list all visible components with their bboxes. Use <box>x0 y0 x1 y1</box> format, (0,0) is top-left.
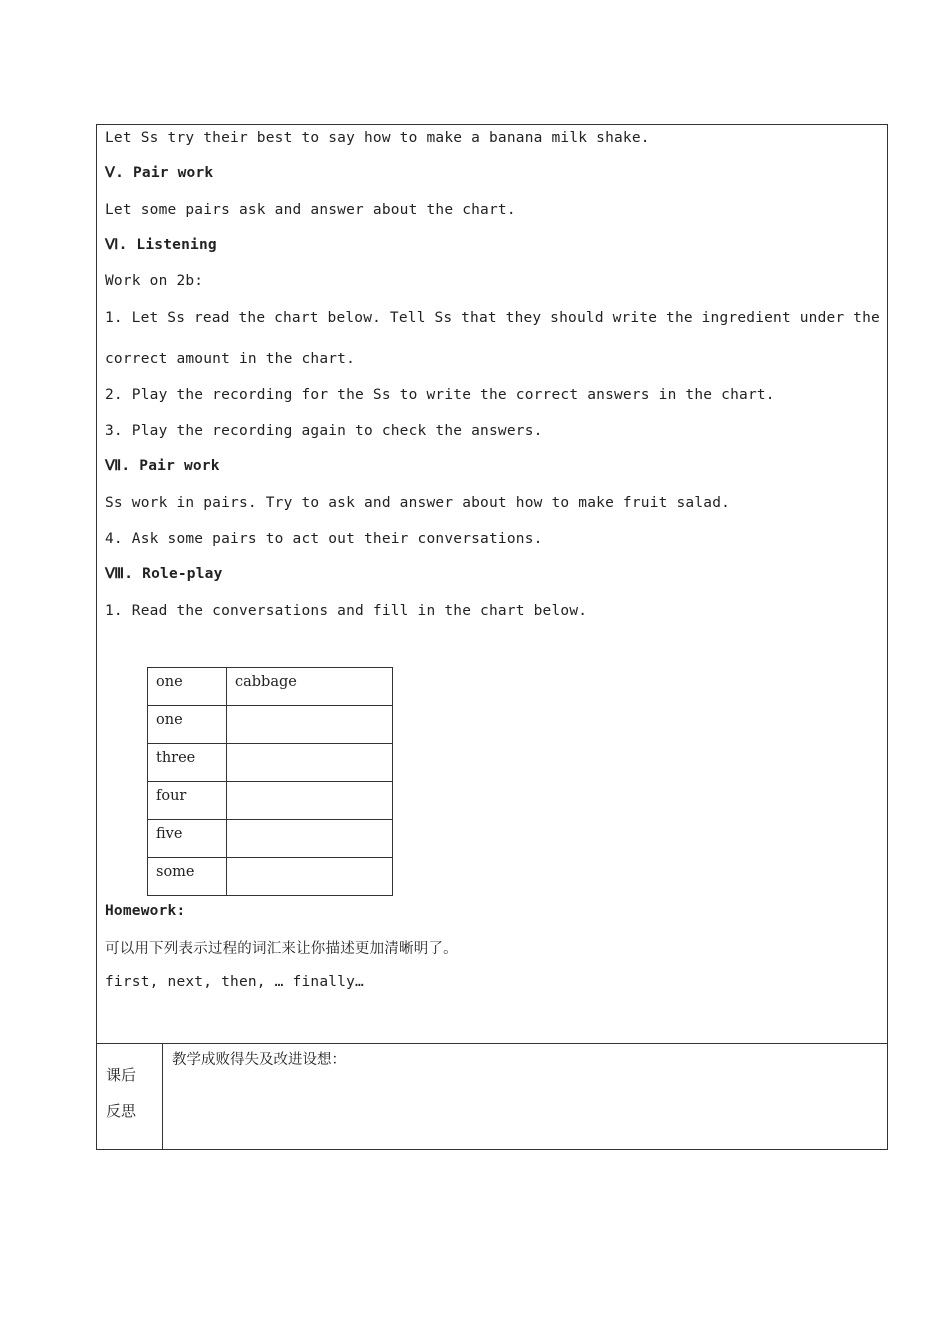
listening-step-1 <box>105 310 880 326</box>
work-on-line: Work on 2b: <box>105 273 204 289</box>
table-row <box>148 744 393 782</box>
listening-step-3: 3. Play the recording again to check the answers. <box>105 423 543 439</box>
word: 1. <box>105 310 123 326</box>
pair-work-2-step: 4. Ask some pairs to act out their conversations. <box>105 531 543 547</box>
quantity-cell: three <box>148 744 227 782</box>
fill-in-chart <box>147 667 393 896</box>
word: chart <box>274 310 319 326</box>
ingredient-cell <box>227 744 393 782</box>
table-row <box>148 782 393 820</box>
word: ingredient <box>701 310 791 326</box>
word: read <box>193 310 230 326</box>
quantity-cell: five <box>148 820 227 858</box>
table-row <box>148 706 393 744</box>
pair-work-line: Let some pairs ask and answer about the chart. <box>105 202 516 218</box>
ingredient-cell <box>227 820 393 858</box>
section-heading-pair-work-2: Ⅶ. Pair work <box>105 458 220 474</box>
section-heading-pair-work: Ⅴ. Pair work <box>105 165 214 181</box>
homework-instruction: 可以用下列表示过程的词汇来让你描述更加清晰明了。 <box>105 941 458 957</box>
word: Tell <box>389 310 426 326</box>
ingredient-cell: cabbage <box>227 668 393 706</box>
ingredient-cell <box>227 782 393 820</box>
reflection-label-line-1: 课后 <box>106 1066 137 1084</box>
section-heading-role-play: Ⅷ. Role-play <box>105 566 223 582</box>
word: below. <box>327 310 382 326</box>
reflection-label-line-2: 反思 <box>106 1102 137 1120</box>
reflection-label-cell <box>97 1044 163 1150</box>
pair-work-2-line: Ss work in pairs. Try to ask and answer about how to make fruit salad. <box>105 495 731 511</box>
word: Ss <box>167 310 186 326</box>
word: should <box>550 310 604 326</box>
word: write <box>612 310 658 326</box>
word: the <box>666 310 693 326</box>
word: the <box>238 310 266 326</box>
role-play-step: 1. Read the conversations and fill in the chart below. <box>105 603 588 619</box>
reflection-row <box>97 1043 887 1150</box>
sequence-words: first, next, then, … finally… <box>105 974 364 990</box>
word: that <box>461 310 497 326</box>
table-row <box>148 668 393 706</box>
ingredient-cell <box>227 858 393 896</box>
word: Let <box>131 310 159 326</box>
quantity-cell: four <box>148 782 227 820</box>
listening-step-2: 2. Play the recording for the Ss to write the correct answers in the chart. <box>105 387 775 403</box>
homework-heading: Homework: <box>105 903 186 919</box>
quantity-cell: one <box>148 706 227 744</box>
lesson-plan-frame <box>96 124 888 1150</box>
ingredient-cell <box>227 706 393 744</box>
word: under <box>799 310 845 326</box>
quantity-cell: some <box>148 858 227 896</box>
quantity-cell: one <box>148 668 227 706</box>
word: the <box>853 310 880 326</box>
section-heading-listening: Ⅵ. Listening <box>105 237 217 253</box>
table-row <box>148 820 393 858</box>
intro-line: Let Ss try their best to say how to make a banana milk shake. <box>105 130 650 146</box>
table-row <box>148 858 393 896</box>
word: Ss <box>434 310 453 326</box>
listening-step-1-cont: correct amount in the chart. <box>105 351 356 367</box>
word: they <box>505 310 542 326</box>
reflection-text: 教学成败得失及改进设想： <box>172 1052 346 1068</box>
